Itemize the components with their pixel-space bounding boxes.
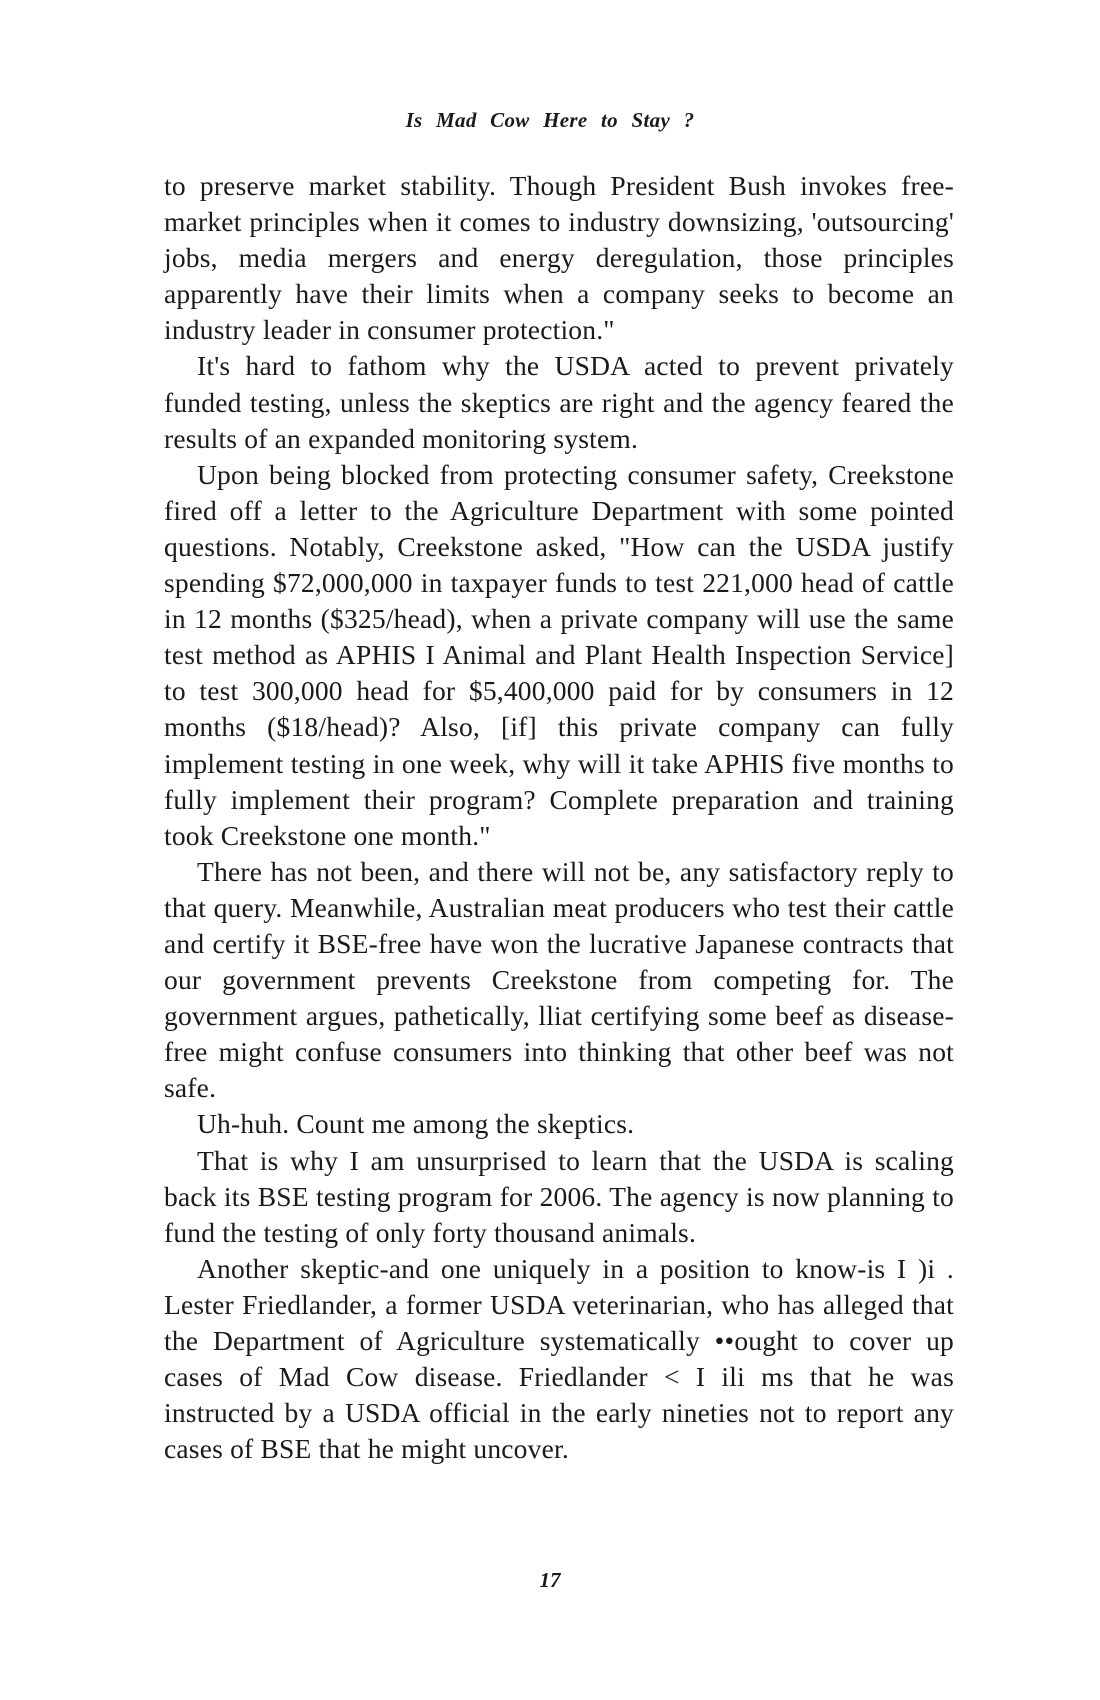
paragraph: Uh-huh. Count me among the skeptics. (197, 1108, 635, 1140)
body-text (164, 168, 954, 1467)
running-head: Is Mad Cow Here to Stay ? (405, 108, 695, 132)
paragraph: There has not been, and there will not be, any satisfactory reply to that query. Meanwhile, Australian meat producers who test their cattle and certify it BSE-free have won the lucrative Japanese contracts that our government prevents Creekstone from competing for. The government argues, pathetically, lliat certifying some beef as disease-free might confuse consumers into thinking that other beef was not safe. (164, 855, 954, 1104)
paragraph: Another skeptic-and one uniquely in a position to know-is I )i . Lester Friedlander, a former USDA veterinarian, who has alleged that the Department of Agriculture systematically ••ought to cover up cases of Mad Cow disease. Friedlander < I ili ms that he was instructed by a USDA official in the early nineties not to report any cases of BSE that he might uncover. (164, 1252, 954, 1465)
paragraph: It's hard to fathom why the USDA acted to prevent privately funded testing, unless the skeptics are right and the agency feared the results of an expanded monitoring system. (164, 350, 954, 454)
paragraph: to preserve market stability. Though President Bush invokes free-market principles when it comes to industry downsizing, 'outsourcing' jobs, media mergers and energy deregulation, those principles apparently have their limits when a company seeks to become an industry leader in consumer protection." (164, 170, 954, 346)
paragraph: That is why I am unsurprised to learn that the USDA is scaling back its BSE testing program for 2006. The agency is now planning to fund the testing of only forty thousand animals. (164, 1144, 954, 1248)
page-number: 17 (539, 1568, 561, 1592)
paragraph: Upon being blocked from protecting consumer safety, Creekstone fired off a letter to the Agriculture Department with some pointed questions. Notably, Creekstone asked, "How can the USDA justify spending $72,000,000 in taxpayer funds to test 221,000 head of cattle in 12 months ($325/head), when a private company will use the same test method as APHIS I Animal and Plant Health Inspection Service] to test 300,000 head for $5,400,000 paid for by consumers in 12 months ($18/head)? Also, [if] this private company can fully implement testing in one week, why will it take APHIS five months to fully implement their program? Complete preparation and training took Creekstone one month." (164, 458, 954, 851)
